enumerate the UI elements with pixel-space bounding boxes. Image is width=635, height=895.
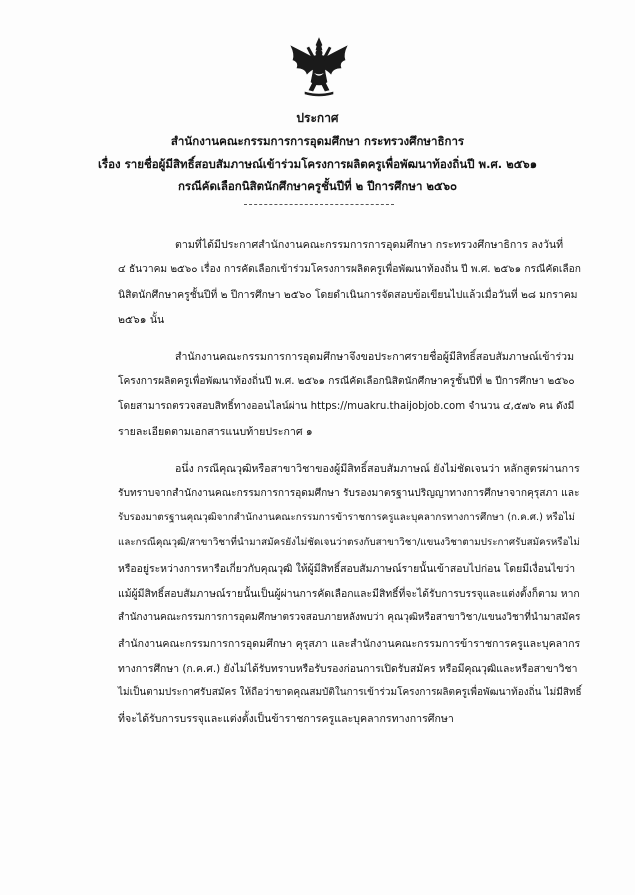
paragraph-3-line: ทางการศึกษา (ก.ค.ศ.) ยังไม่ได้รับทราบหรือรับรองก่อนการเปิดรับสมัคร หรือมีคุณวุฒิและหรือสาขาวิชา — [118, 663, 578, 675]
paragraph-2-line: โดยสามารถตรวจสอบสิทธิ์ทางออนไลน์ผ่าน https://muakru.thaijobjob.com จำนวน ๔,๕๗๖ คน ดังมี — [118, 401, 575, 412]
subject-subtitle: กรณีคัดเลือกนิสิตนักศึกษาครูชั้นปีที่ ๒ ปีการศึกษา ๒๕๖๐ — [177, 179, 458, 193]
paragraph-1-line: ๒๕๖๑ นั้น — [118, 314, 165, 326]
paragraph-3-line: สำนักงานคณะกรรมการการอุดมศึกษา คุรุสภา และสำนักงานคณะกรรมการข้าราชการครูและบุคลากร — [118, 638, 581, 650]
paragraph-1-line: ตามที่ได้มีประกาศสำนักงานคณะกรรมการการอุดมศึกษา กระทรวงศึกษาธิการ ลงวันที่ — [175, 239, 564, 251]
paragraph-3-line: หรืออยู่ระหว่างการหารือเกี่ยวกับคุณวุฒิ ให้ผู้มีสิทธิ์สอบสัมภาษณ์รายนั้นเข้าสอบไปก่อน โดยมีเงื่อนไขว่า — [118, 563, 576, 575]
paragraph-3-line: ไม่เป็นตามประกาศรับสมัคร ให้ถือว่าขาดคุณสมบัติในการเข้าร่วมโครงการผลิตครูเพื่อพัฒนาท้องถิ่น ไม่มีสิทธิ์ — [118, 687, 582, 698]
announcement-title: ประกาศ — [296, 111, 339, 125]
agency-name: สำนักงานคณะกรรมการการอุดมศึกษา กระทรวงศึกษาธิการ — [170, 134, 465, 148]
paragraph-2-line: สำนักงานคณะกรรมการการอุดมศึกษาจึงขอประกาศรายชื่อผู้มีสิทธิ์สอบสัมภาษณ์เข้าร่วม — [175, 351, 575, 363]
paragraph-2-line: รายละเอียดตามเอกสารแนบท้ายประกาศ ๑ — [118, 426, 313, 438]
paragraph-2-line: โครงการผลิตครูเพื่อพัฒนาท้องถิ่นปี พ.ศ. ๒๕๖๑ กรณีคัดเลือกนิสิตนักศึกษาครูชั้นปีที่ ๒ ปีการศึกษา ๒๕๖๐ — [118, 376, 575, 387]
paragraph-3-line: รับรองมาตรฐานคุณวุฒิจากสำนักงานคณะกรรมการข้าราชการครูและบุคลากรทางการศึกษา (ก.ค.ศ.) หรือไม่ — [118, 512, 575, 523]
paragraph-3-line: สำนักงานคณะกรรมการการอุดมศึกษาตรวจสอบภายหลังพบว่า คุณวุฒิหรือสาขาวิชา/แขนงวิชาที่นำมาสมัคร — [118, 612, 581, 623]
paragraph-3-line: รับทราบจากสำนักงานคณะกรรมการการอุดมศึกษา รับรองมาตรฐานปริญญาทางการศึกษาจากคุรุสภา และ — [118, 488, 580, 499]
garuda-emblem-icon — [283, 36, 355, 98]
divider — [244, 204, 394, 205]
paragraph-3-line: แม้ผู้มีสิทธิ์สอบสัมภาษณ์รายนั้นเป็นผู้ผ่านการคัดเลือกและมีสิทธิ์ที่จะได้รับการบรรจุและแต่งตั้งก็ตาม หาก — [118, 588, 580, 600]
paragraph-3-line: และกรณีคุณวุฒิ/สาขาวิชาที่นำมาสมัครยังไม่ชัดเจนว่าตรงกับสาขาวิชา/แขนงวิชาตามประกาศรับสมัครหรือไม่ — [118, 537, 580, 548]
subject-line: เรื่อง รายชื่อผู้มีสิทธิ์สอบสัมภาษณ์เข้าร่วมโครงการผลิตครูเพื่อพัฒนาท้องถิ่นปี พ.ศ. ๒๕๖๑ — [97, 157, 538, 171]
paragraph-1-line: นิสิตนักศึกษาครูชั้นปีที่ ๒ ปีการศึกษา ๒๕๖๐ โดยดำเนินการจัดสอบข้อเขียนไปแล้วเมื่อวันที่ ๒๘ มกราคม — [118, 289, 578, 301]
paragraph-3-line: ที่จะได้รับการบรรจุและแต่งตั้งเป็นข้าราชการครูและบุคลากรทางการศึกษา — [118, 713, 454, 725]
paragraph-1-line: ๔ ธันวาคม ๒๕๖๐ เรื่อง การคัดเลือกเข้าร่วมโครงการผลิตครูเพื่อพัฒนาท้องถิ่น ปี พ.ศ. ๒๕๖๑ กรณีคัดเลือก — [118, 264, 581, 275]
paragraph-3-line: อนึ่ง กรณีคุณวุฒิหรือสาขาวิชาของผู้มีสิทธิ์สอบสัมภาษณ์ ยังไม่ชัดเจนว่า หลักสูตรผ่านการ — [175, 463, 580, 475]
